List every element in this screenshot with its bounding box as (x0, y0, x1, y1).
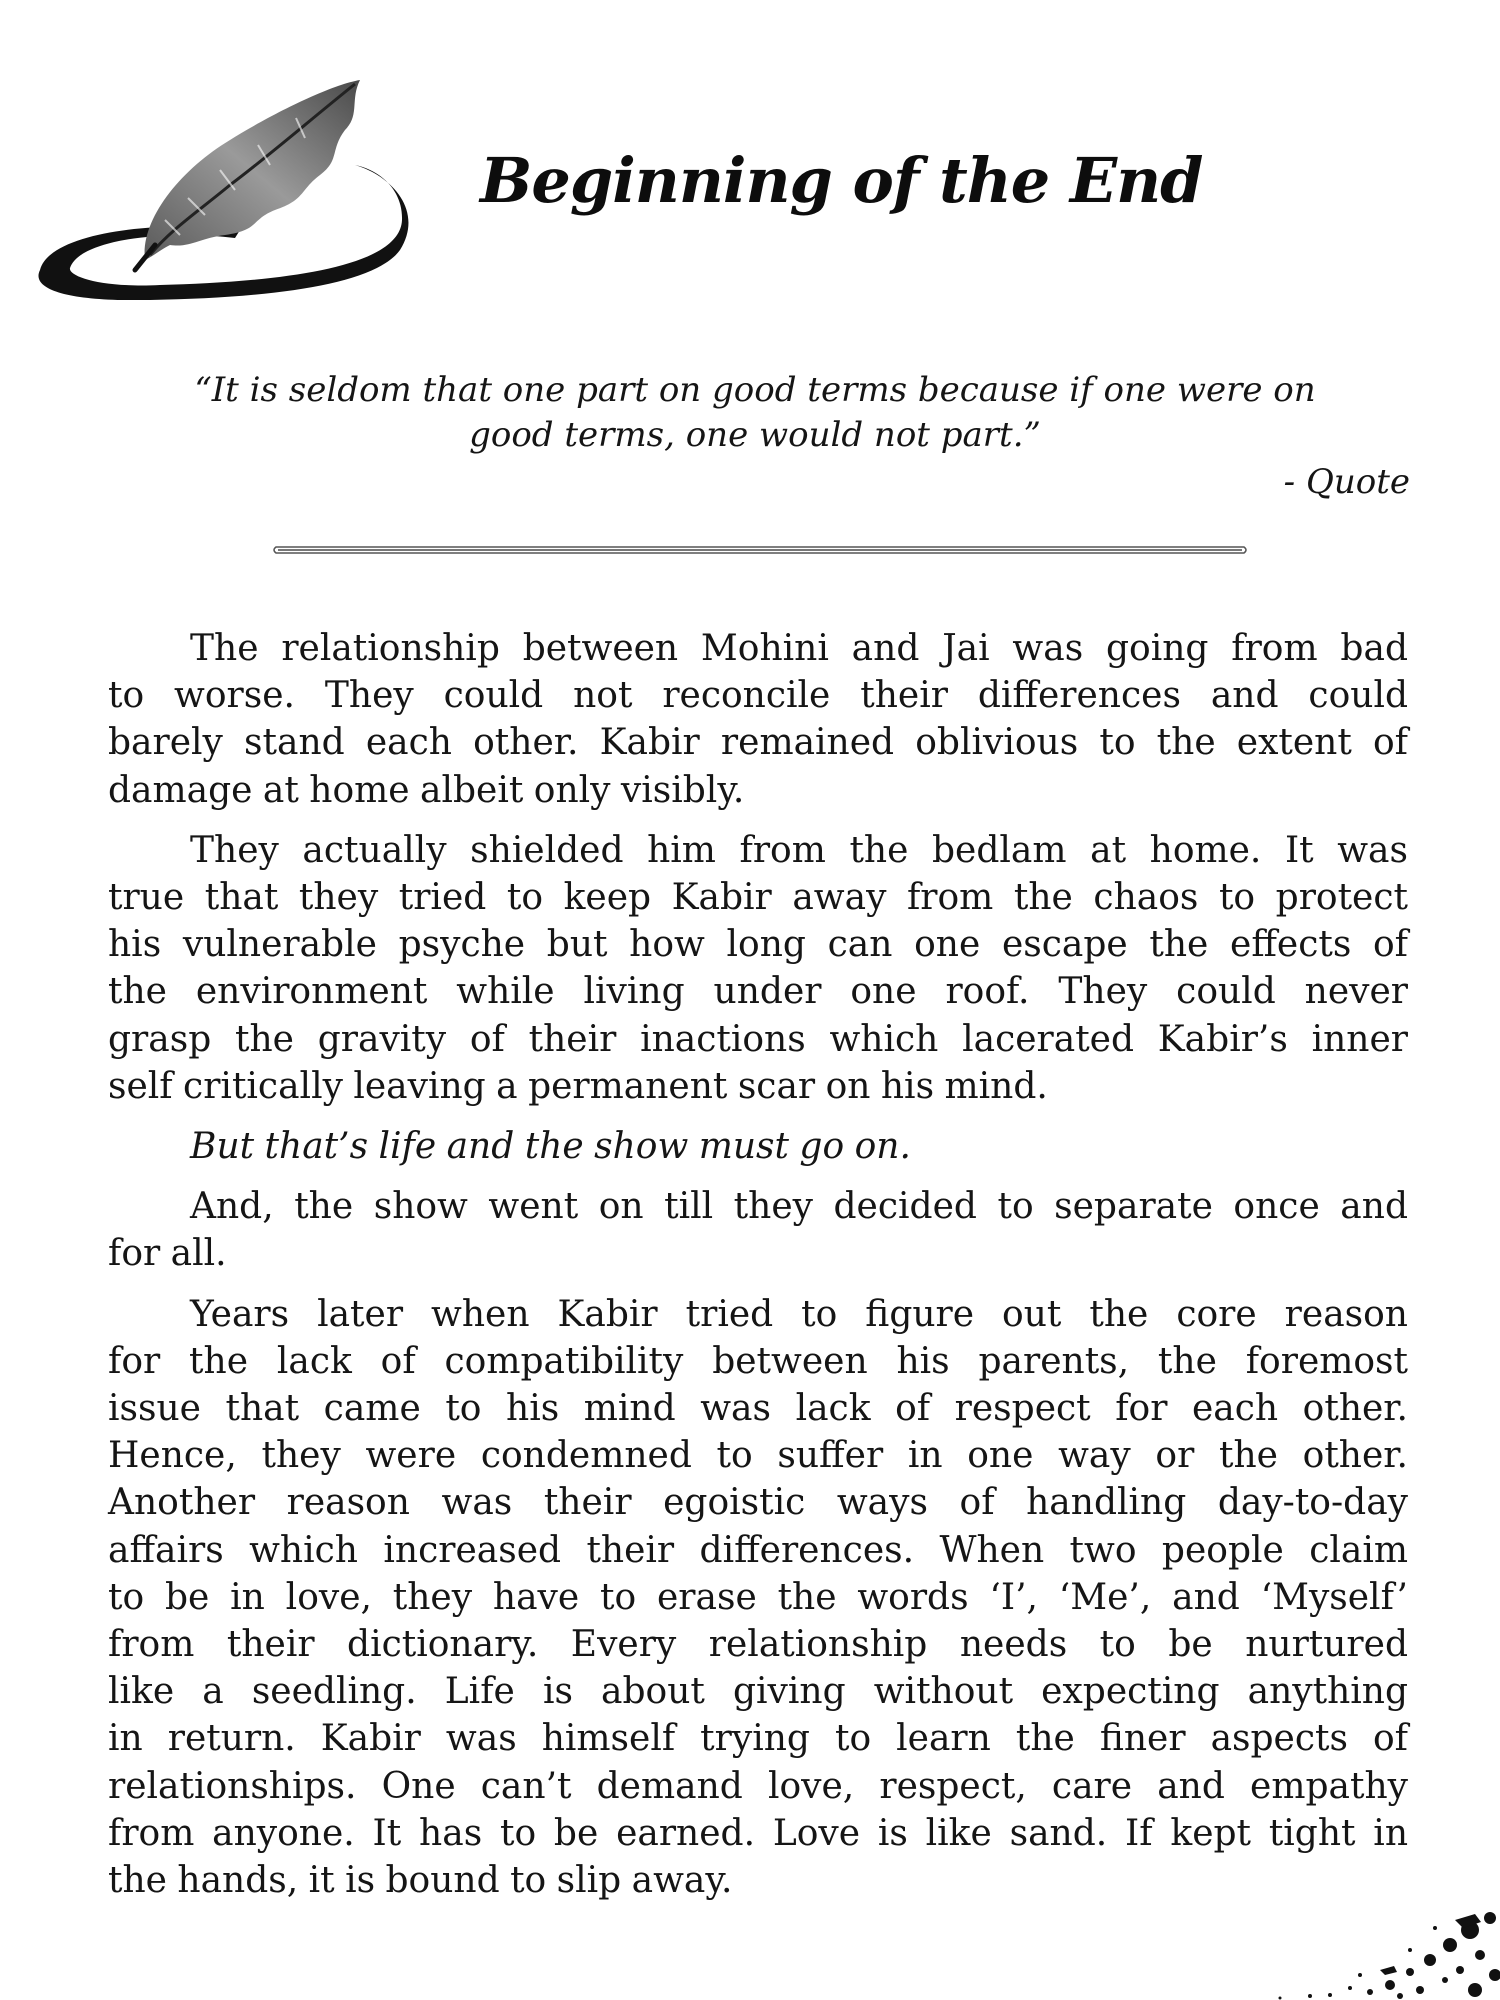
epigraph-quote (130, 368, 1380, 458)
text-line: from their dictionary. Every relationship needs to be nurtured (108, 1624, 1408, 1666)
body-paragraph (108, 625, 1408, 814)
section-divider (272, 542, 1248, 558)
text-line: relationships. One can’t demand love, respect, care and empathy (108, 1765, 1408, 1807)
text-line: the hands, it is bound to slip away. (108, 1860, 733, 1902)
text-line: affairs which increased their differences. When two people claim (108, 1529, 1408, 1571)
text-line: And, the show went on till they decided to separate once and (190, 1186, 1408, 1228)
body-paragraph (108, 1123, 1408, 1170)
text-line: from anyone. It has to be earned. Love is like sand. If kept tight in (108, 1812, 1408, 1854)
text-line: barely stand each other. Kabir remained oblivious to the extent of (108, 722, 1408, 764)
text-line: Years later when Kabir tried to figure out the core reason (190, 1293, 1408, 1335)
chapter-body (108, 625, 1408, 1917)
epigraph-line: “It is seldom that one part on good terms because if one were on (194, 370, 1316, 410)
text-line: the environment while living under one roof. They could never (108, 971, 1408, 1013)
ink-splatter-decoration (1050, 1900, 1500, 2000)
chapter-title: Beginning of the End (480, 144, 1203, 217)
text-line: to worse. They could not reconcile their differences and could (108, 675, 1408, 717)
text-line: in return. Kabir was himself trying to learn the finer aspects of (108, 1718, 1408, 1760)
text-line: to be in love, they have to erase the words ‘I’, ‘Me’, and ‘Myself’ (108, 1576, 1408, 1618)
text-line: issue that came to his mind was lack of respect for each other. (108, 1388, 1408, 1430)
body-paragraph (108, 1183, 1408, 1277)
epigraph-line: good terms, one would not part.” (469, 415, 1041, 455)
text-line: for all. (108, 1233, 227, 1275)
text-line: The relationship between Mohini and Jai was going from bad (190, 628, 1408, 669)
body-paragraph (108, 827, 1408, 1110)
feather-quill-icon (30, 70, 420, 300)
text-line: Another reason was their egoistic ways of handling day-to-day (108, 1482, 1408, 1524)
text-line: grasp the gravity of their inactions which lacerated Kabir’s inner (108, 1018, 1408, 1060)
body-paragraph (108, 1291, 1408, 1905)
epigraph-attribution: - Quote (1283, 462, 1410, 502)
text-line: damage at home albeit only visibly. (108, 769, 745, 811)
text-line: for the lack of compatibility between his parents, the foremost (108, 1340, 1408, 1382)
text-line: like a seedling. Life is about giving without expecting anything (108, 1671, 1408, 1713)
text-line: true that they tried to keep Kabir away from the chaos to protect (108, 877, 1408, 919)
text-line: self critically leaving a permanent scar on his mind. (108, 1065, 1048, 1107)
text-line: But that’s life and the show must go on. (190, 1126, 911, 1168)
text-line: his vulnerable psyche but how long can one escape the effects of (108, 924, 1408, 966)
text-line: They actually shielded him from the bedlam at home. It was (190, 829, 1408, 871)
text-line: Hence, they were condemned to suffer in one way or the other. (108, 1435, 1408, 1477)
